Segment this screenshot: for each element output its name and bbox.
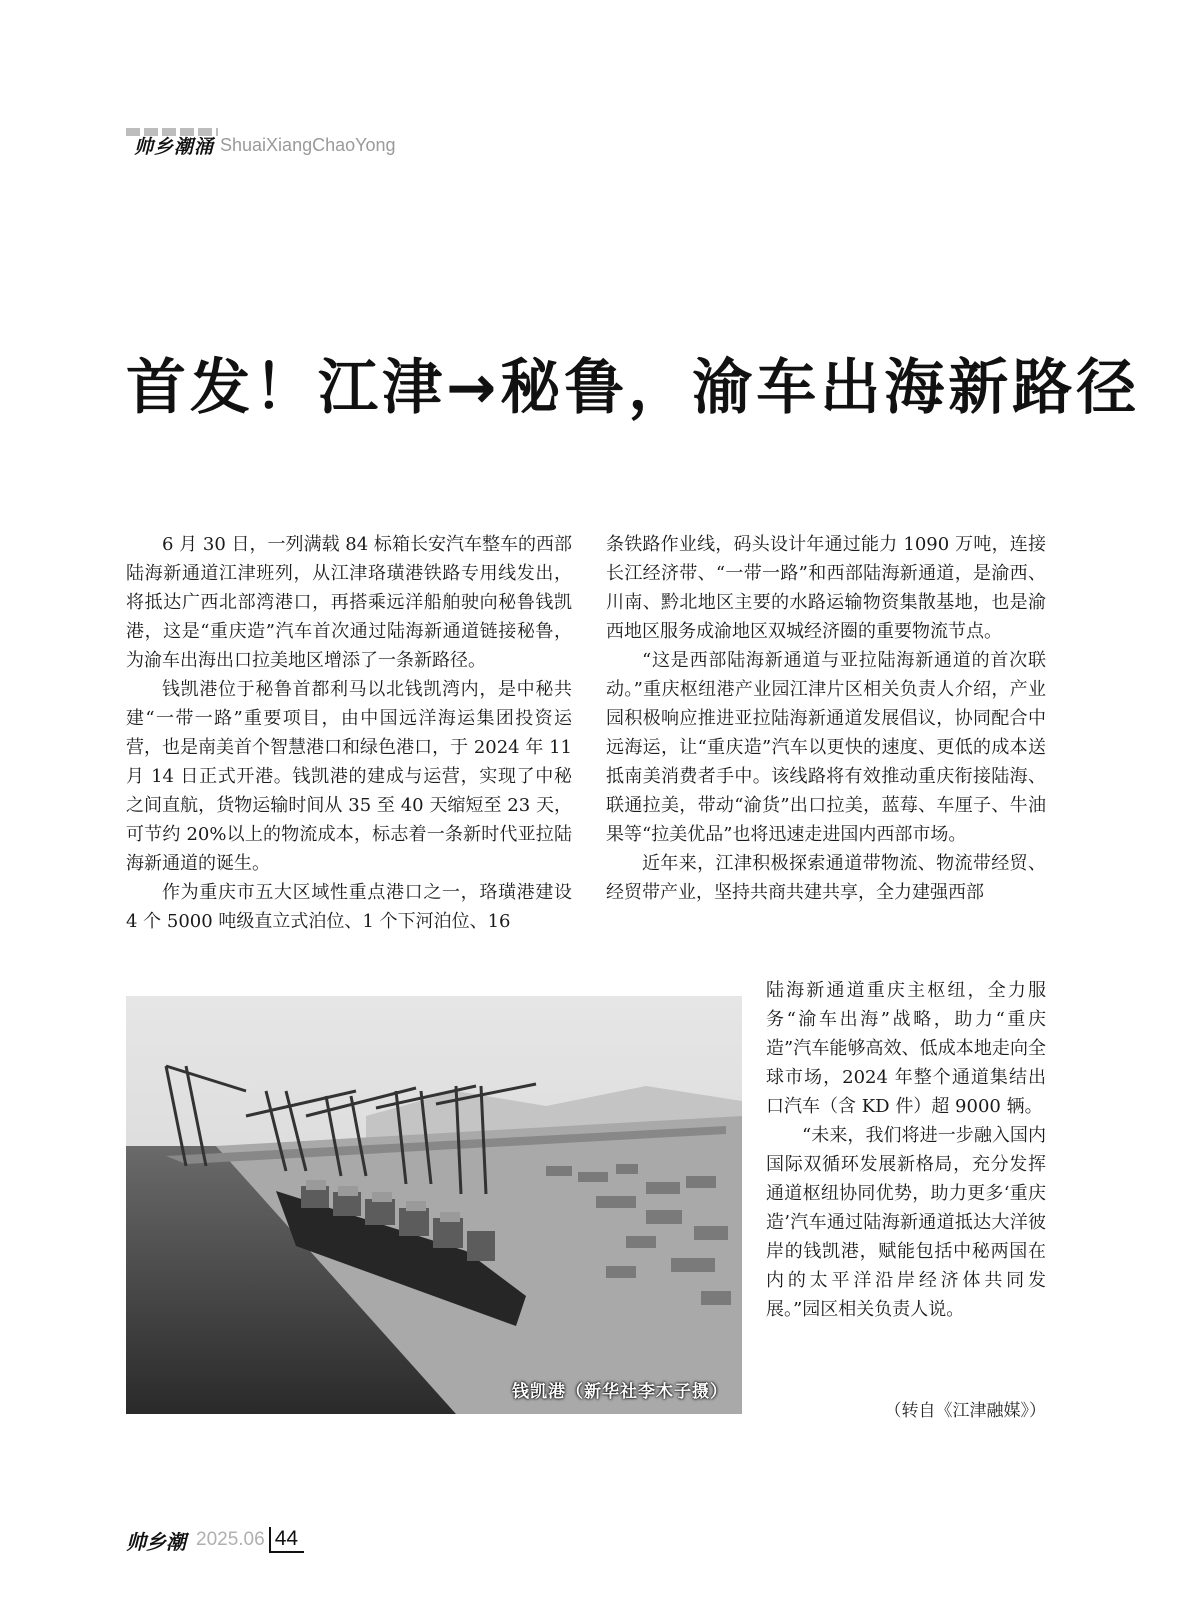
- paragraph: “未来，我们将进一步融入国内国际双循环发展新格局，充分发挥通道枢纽协同优势，助力更多‘重庆造’汽车通过陆海新通道抵达大洋彼岸的钱凯港，赋能包括中秘两国在内的太平洋沿岸经济体共同发展。”园区相关负责人说。: [766, 1125, 1046, 1320]
- article-title: 首发！江津→秘鲁，渝车出海新路径: [126, 353, 1141, 423]
- right-narrow-column: [766, 976, 1046, 1324]
- paragraph: 6 月 30 日，一列满载 84 标箱长安汽车整车的西部陆海新通道江津班列，从江津珞璜港铁路专用线发出，将抵达广西北部湾港口，再搭乘远洋船舶驶向秘鲁钱凯港，这是“重庆造”汽车首次通过陆海新通道链接秘鲁，为渝车出海出口拉美地区增添了一条新路径。: [126, 534, 572, 671]
- source-note: （转自《江津融媒》）: [884, 1401, 1046, 1421]
- paragraph: 近年来，江津积极探索通道带物流、物流带经贸、经贸带产业，坚持共商共建共享，全力建强西部: [606, 853, 1046, 903]
- page-number: 44: [269, 1527, 304, 1553]
- photo-caption: 钱凯港（新华社李木子摄）: [512, 1382, 728, 1402]
- paragraph: 条铁路作业线，码头设计年通过能力 1090 万吨，连接长江经济带、“一带一路”和西部陆海新通道，是渝西、川南、黔北地区主要的水路运输物资集散基地，也是渝西地区服务成渝地区双城经济圈的重要物流节点。: [606, 534, 1046, 642]
- section-name-en: ShuaiXiangChaoYong: [220, 134, 396, 155]
- paragraph: 钱凯港位于秘鲁首都利马以北钱凯湾内，是中秘共建“一带一路”重要项目，由中国远洋海运集团投资运营，也是南美首个智慧港口和绿色港口，于 2024 年 11 月 14 日正式开港。钱凯港的建成与运营，实现了中秘之间直航，货物运输时间从 35 至 40 天缩短至 23 天，可节约 20%以上的物流成本，标志着一条新时代亚拉陆海新通道的诞生。: [126, 679, 572, 874]
- paragraph: “这是西部陆海新通道与亚拉陆海新通道的首次联动。”重庆枢纽港产业园江津片区相关负责人介绍，产业园积极响应推进亚拉陆海新通道发展倡议，协同配合中远海运，让“重庆造”汽车以更快的速度、更低的成本送抵南美消费者手中。该线路将有效推动重庆衔接陆海、联通拉美，带动“渝货”出口拉美，蓝莓、车厘子、牛油果等“拉美优品”也将迅速走进国内西部市场。: [606, 650, 1046, 845]
- port-photo-illustration: [126, 996, 742, 1414]
- issue-date: 2025.06: [196, 1529, 265, 1550]
- section-header: [126, 132, 396, 158]
- right-column: [606, 530, 1046, 907]
- page-footer: [126, 1523, 304, 1557]
- left-column: [126, 530, 572, 936]
- paragraph: 作为重庆市五大区域性重点港口之一，珞璜港建设 4 个 5000 吨级直立式泊位、1 个下河泊位、16: [126, 882, 572, 932]
- section-name-cn: 帅乡潮涌: [126, 132, 214, 159]
- port-photo: [126, 996, 742, 1414]
- paragraph: 陆海新通道重庆主枢纽，全力服务“渝车出海”战略，助力“重庆造”汽车能够高效、低成本地走向全球市场，2024 年整个通道集结出口汽车（含 KD 件）超 9000 辆。: [766, 980, 1046, 1117]
- footer-brand: 帅乡潮: [126, 1529, 186, 1554]
